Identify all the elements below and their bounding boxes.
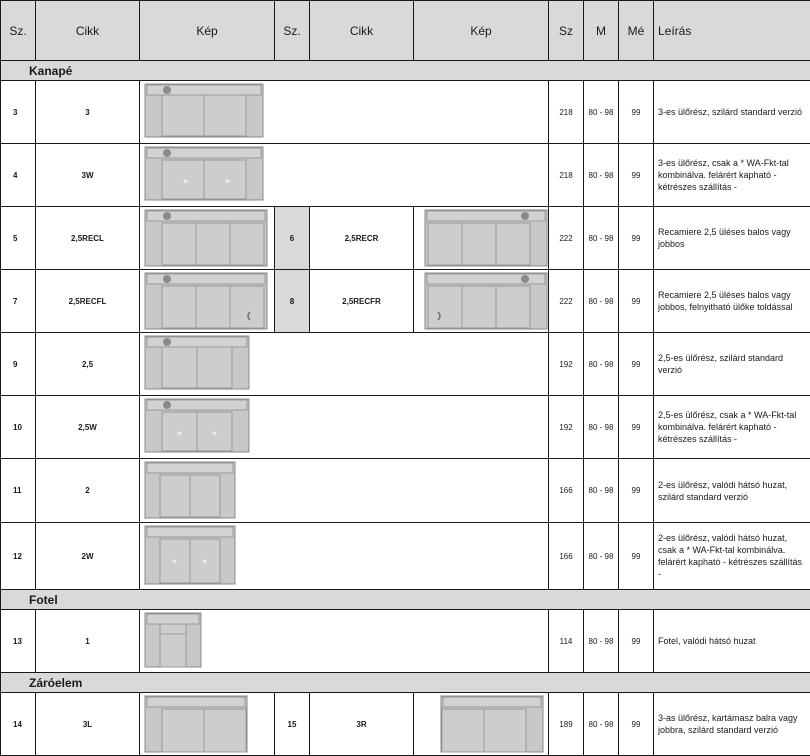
svg-text:*: * bbox=[225, 178, 230, 189]
header-cikk: Cikk bbox=[36, 1, 140, 61]
cell-me: 99 bbox=[619, 610, 654, 673]
cell-m: 80 - 98 bbox=[584, 144, 619, 207]
cell-szel: 189 bbox=[549, 693, 584, 756]
cell-image2 bbox=[414, 693, 549, 756]
recamiere-right-extension-image bbox=[424, 272, 548, 330]
cell-desc: 3-es ülőrész, csak a * WA-Fkt-tal kombinálva. felárért kapható - kétrészes szállítás - bbox=[654, 144, 810, 207]
table-row bbox=[1, 610, 810, 673]
cell-image bbox=[140, 396, 549, 459]
cell-cikk: 3L bbox=[36, 693, 140, 756]
table-row bbox=[1, 144, 810, 207]
table-row bbox=[1, 333, 810, 396]
header-m: M bbox=[584, 1, 619, 61]
cell-m: 80 - 98 bbox=[584, 523, 619, 590]
header-kep2: Kép bbox=[414, 1, 549, 61]
header-cikk2: Cikk bbox=[310, 1, 414, 61]
svg-text:*: * bbox=[212, 430, 217, 441]
cell-m: 80 - 98 bbox=[584, 693, 619, 756]
end-element-right-image bbox=[440, 695, 544, 753]
header-leiras: Leírás bbox=[654, 1, 810, 61]
cell-sz: 7 bbox=[1, 270, 36, 333]
cell-cikk: 2 bbox=[36, 459, 140, 523]
section-row-kanape bbox=[1, 61, 810, 81]
cell-desc: Recamiere 2,5 üléses balos vagy jobbos, felnyitható ülőke toldással bbox=[654, 270, 810, 333]
cell-sz: 12 bbox=[1, 523, 36, 590]
cell-cikk: 2,5W bbox=[36, 396, 140, 459]
table-row bbox=[1, 270, 810, 333]
cell-cikk: 3W bbox=[36, 144, 140, 207]
table-row bbox=[1, 523, 810, 590]
cell-szel: 192 bbox=[549, 396, 584, 459]
end-element-left-image bbox=[144, 695, 248, 753]
header-me: Mé bbox=[619, 1, 654, 61]
cell-desc: 3-es ülőrész, szilárd standard verzió bbox=[654, 81, 810, 144]
cell-m: 80 - 98 bbox=[584, 396, 619, 459]
cell-szel: 192 bbox=[549, 333, 584, 396]
cell-me: 99 bbox=[619, 144, 654, 207]
cell-sz: 10 bbox=[1, 396, 36, 459]
cell-image bbox=[140, 144, 549, 207]
cell-desc: 3-as ülőrész, kartámasz balra vagy jobbra, szilárd standard verzió bbox=[654, 693, 810, 756]
section-row-zaroelem bbox=[1, 673, 810, 693]
cell-sz: 3 bbox=[1, 81, 36, 144]
sofa-2-5-image bbox=[144, 335, 250, 391]
section-row-fotel bbox=[1, 590, 810, 610]
cell-me: 99 bbox=[619, 270, 654, 333]
cell-desc: Recamiere 2,5 üléses balos vagy jobbos bbox=[654, 207, 810, 270]
cell-image bbox=[140, 693, 275, 756]
cell-me: 99 bbox=[619, 693, 654, 756]
cell-desc: 2-es ülőrész, valódi hátsó huzat, szilárd standard verzió bbox=[654, 459, 810, 523]
table-row bbox=[1, 81, 810, 144]
cell-me: 99 bbox=[619, 333, 654, 396]
cell-szel: 114 bbox=[549, 610, 584, 673]
cell-me: 99 bbox=[619, 207, 654, 270]
cell-desc: 2,5-es ülőrész, szilárd standard verzió bbox=[654, 333, 810, 396]
cell-cikk2: 3R bbox=[310, 693, 414, 756]
sofa-2-5w-image bbox=[144, 398, 250, 454]
header-szel: Sz bbox=[549, 1, 584, 61]
svg-text:*: * bbox=[202, 558, 207, 569]
cell-cikk: 2,5 bbox=[36, 333, 140, 396]
svg-text:*: * bbox=[172, 558, 177, 569]
cell-image bbox=[140, 459, 549, 523]
cell-cikk: 1 bbox=[36, 610, 140, 673]
cell-image2 bbox=[414, 207, 549, 270]
cell-sz: 13 bbox=[1, 610, 36, 673]
cell-m: 80 - 98 bbox=[584, 81, 619, 144]
cell-image bbox=[140, 610, 549, 673]
cell-szel: 166 bbox=[549, 523, 584, 590]
section-title: Fotel bbox=[1, 590, 810, 610]
sofa-2-image bbox=[144, 461, 236, 519]
cell-szel: 218 bbox=[549, 81, 584, 144]
header-kep: Kép bbox=[140, 1, 275, 61]
cell-desc: 2,5-es ülőrész, csak a * WA-Fkt-tal kombinálva. felárért kapható - kétrészes szállítás - bbox=[654, 396, 810, 459]
cell-szel: 166 bbox=[549, 459, 584, 523]
cell-cikk2: 2,5RECR bbox=[310, 207, 414, 270]
cell-sz: 14 bbox=[1, 693, 36, 756]
cell-me: 99 bbox=[619, 396, 654, 459]
header-sz2: Sz. bbox=[275, 1, 310, 61]
cell-sz2: 6 bbox=[275, 207, 310, 270]
cell-cikk: 2,5RECFL bbox=[36, 270, 140, 333]
cell-me: 99 bbox=[619, 459, 654, 523]
cell-szel: 222 bbox=[549, 207, 584, 270]
cell-m: 80 - 98 bbox=[584, 333, 619, 396]
section-title: Kanapé bbox=[1, 61, 810, 81]
cell-cikk2: 2,5RECFR bbox=[310, 270, 414, 333]
cell-image bbox=[140, 270, 275, 333]
cell-szel: 222 bbox=[549, 270, 584, 333]
recamiere-left-extension-image bbox=[144, 272, 268, 330]
cell-szel: 218 bbox=[549, 144, 584, 207]
section-title: Záróelem bbox=[1, 673, 810, 693]
cell-m: 80 - 98 bbox=[584, 459, 619, 523]
table-row bbox=[1, 396, 810, 459]
sofa-3-image bbox=[144, 83, 264, 139]
svg-text:*: * bbox=[183, 178, 188, 189]
cell-desc: 2-es ülőrész, valódi hátsó huzat, csak a * WA-Fkt-tal kombinálva. felárért kapható - kétrészes szállítás - bbox=[654, 523, 810, 590]
svg-text:*: * bbox=[177, 430, 182, 441]
sofa-3w-image bbox=[144, 146, 264, 202]
cell-sz: 9 bbox=[1, 333, 36, 396]
header-sz: Sz. bbox=[1, 1, 36, 61]
cell-m: 80 - 98 bbox=[584, 207, 619, 270]
cell-cikk: 3 bbox=[36, 81, 140, 144]
header-row bbox=[1, 1, 810, 61]
recamiere-right-image bbox=[424, 209, 548, 267]
cell-image bbox=[140, 333, 549, 396]
cell-sz: 4 bbox=[1, 144, 36, 207]
table-row bbox=[1, 207, 810, 270]
sofa-2w-image bbox=[144, 525, 236, 585]
table-row bbox=[1, 459, 810, 523]
cell-sz: 5 bbox=[1, 207, 36, 270]
recamiere-left-image bbox=[144, 209, 268, 267]
cell-m: 80 - 98 bbox=[584, 610, 619, 673]
cell-cikk: 2W bbox=[36, 523, 140, 590]
table-row bbox=[1, 693, 810, 756]
cell-sz: 11 bbox=[1, 459, 36, 523]
armchair-image bbox=[144, 612, 202, 668]
cell-desc: Fotel, valódi hátsó huzat bbox=[654, 610, 810, 673]
cell-image bbox=[140, 81, 549, 144]
cell-image bbox=[140, 207, 275, 270]
cell-m: 80 - 98 bbox=[584, 270, 619, 333]
cell-sz2: 15 bbox=[275, 693, 310, 756]
cell-cikk: 2,5RECL bbox=[36, 207, 140, 270]
cell-sz2: 8 bbox=[275, 270, 310, 333]
cell-image bbox=[140, 523, 549, 590]
cell-image2 bbox=[414, 270, 549, 333]
cell-me: 99 bbox=[619, 81, 654, 144]
cell-me: 99 bbox=[619, 523, 654, 590]
